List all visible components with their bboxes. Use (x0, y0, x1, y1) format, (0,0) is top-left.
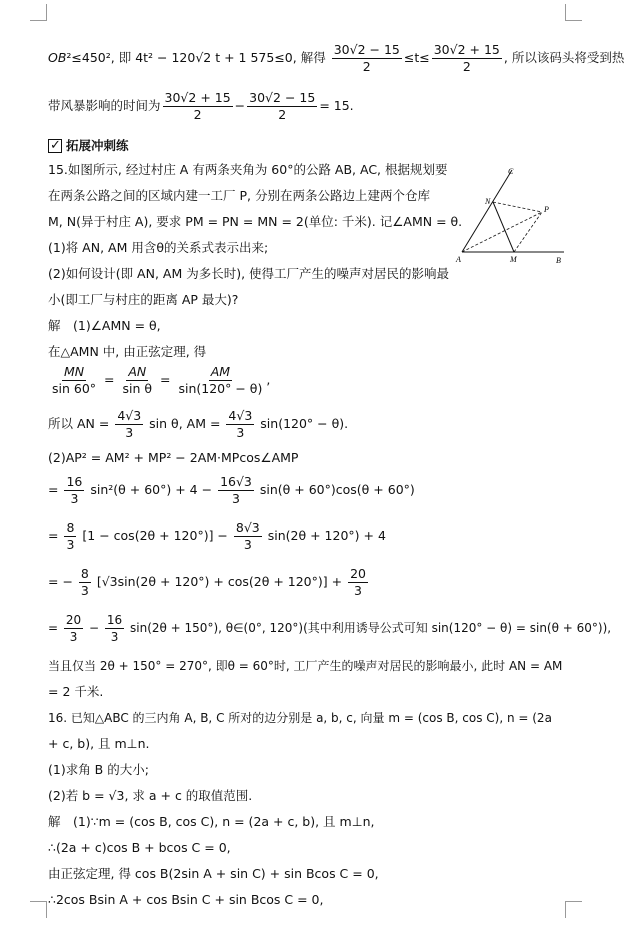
fraction: $\frac{8}{3}$ (80, 566, 89, 598)
crop-mark-bottom-right (565, 901, 582, 918)
problem-15-line-3: M, N(异于村庄 A), 要求 PM = PN = MN = 2(单位: 千米). 记∠AMN = θ. (48, 214, 463, 229)
problem-15-line-4: (1)将 AN, AM 用含θ的关系式表示出来; (48, 240, 269, 255)
segment-NP (493, 202, 542, 212)
solution-15-line-9: = $\frac{20}{3}$ − $\frac{16}{3}$ sin(2θ + 150°), θ∈(0°, 120°)(其中利用诱导公式可知 sin(120° − θ) = sin(θ + 60°)), (48, 613, 612, 644)
problem-16-line-1: 16. 已知△ABC 的三内角 A, B, C 所对的边分别是 a, b, c, 向量 m = (cos B, cos C), n = (2a (48, 711, 552, 725)
solution-16-line-3: 由正弦定理, 得 cos B(2sin A + sin C) + sin Bcos C = 0, (48, 866, 379, 881)
fraction: $\frac{16√3}{3}$ (220, 474, 252, 506)
fraction: $\frac{30√2 + 15}{2}$ (164, 90, 231, 122)
section-heading: ✓ 拓展冲刺练 (48, 136, 129, 156)
solution-15-line-8: = − $\frac{8}{3}$ [√3sin(2θ + 120°) + cos(2θ + 120°)] + $\frac{20}{3}$ (48, 566, 366, 598)
checkbox-icon (48, 139, 62, 153)
fraction: $\frac{AN}{\text{sin θ}}$ (122, 364, 153, 396)
label-B: B (556, 256, 561, 265)
label-A: A (456, 255, 461, 264)
fraction: $\frac{20}{3}$ (350, 566, 366, 598)
solution-15-line-7: = $\frac{8}{3}$ [1 − cos(2θ + 120°)] − $\frac{8√3}{3}$ sin(2θ + 120°) + 4 (48, 520, 386, 552)
label-N: N (485, 197, 491, 206)
text-line-2: 带风暴影响的时间为 $\frac{30√2 + 15}{2}$ − $\frac{30√2 - 15}{2}$ = 15. (48, 90, 354, 122)
fraction: $\frac{20}{3}$ (65, 613, 82, 644)
solution-16-line-4: ∴2cos Bsin A + cos Bsin C + sin Bcos C = 0, (48, 892, 324, 907)
solution-15-line-11: = 2 千米. (48, 684, 104, 699)
problem-15-line-5: (2)如何设计(即 AN, AM 为多长时), 使得工厂产生的噪声对居民的影响最 (48, 266, 450, 281)
fraction: $\frac{4√3}{3}$ (117, 408, 142, 440)
segment-MP (514, 212, 542, 252)
solution-15-line-4: 所以 AN = $\frac{4√3}{3}$ sin θ, AM = $\frac{4√3}{3}$ sin(120° − θ). (48, 408, 349, 440)
problem-15-line-2: 在两条公路之间的区域内建一工厂 P, 分别在两条公路边上建两个仓库 (48, 188, 430, 203)
problem-15-line-6: 小(即工厂与村庄的距离 AP 最大)? (48, 292, 239, 307)
fraction: $\frac{4√3}{3}$ (228, 408, 253, 440)
solution-15-line-5: (2)AP² = AM² + MP² − 2AM·MPcos∠AMP (48, 450, 299, 465)
fraction: $\frac{30√2 + 15}{2}$ (433, 42, 500, 74)
solution-16-line-1: 解 (1)∵m = (cos B, cos C), n = (2a + c, b), 且 m⊥n, (48, 814, 375, 829)
solution-15-line-6: = $\frac{16}{3}$ sin²(θ + 60°) + 4 − $\frac{16√3}{3}$ sin(θ + 60°)cos(θ + 60°) (48, 474, 415, 506)
solution-15-line-10: 当且仅当 2θ + 150° = 270°, 即θ = 60°时, 工厂产生的噪声对居民的影响最小, 此时 AN = AM (48, 659, 563, 673)
crop-mark-top-left (30, 4, 47, 21)
segment-MN (493, 202, 514, 252)
fraction: $\frac{30√2 - 15}{2}$ (333, 42, 400, 74)
solution-15-line-1: 解 (1)∠AMN = θ, (48, 318, 161, 333)
problem-16-line-3: (1)求角 B 的大小; (48, 762, 149, 777)
problem-16-line-4: (2)若 b = √3, 求 a + c 的取值范围. (48, 788, 253, 803)
solution-15-line-2: 在△AMN 中, 由正弦定理, 得 (48, 344, 207, 359)
label-C: C (508, 167, 514, 176)
crop-mark-top-right (565, 4, 582, 21)
problem-15-line-1: 15.如图所示, 经过村庄 A 有两条夹角为 60°的公路 AB, AC, 根据规划要 (48, 162, 448, 177)
fraction: $\frac{8√3}{3}$ (235, 520, 260, 552)
text-line-1: OB²≤450², 即 4t² − 120√2 t + 1 575≤0, 解得 $\frac{30√2 - 15}{2}$ ≤t≤ $\frac{30√2 + 15}{2}$ , 所以该码头将受到热 (48, 42, 625, 74)
fraction: $\frac{AM}{\sin(120^\circ - \theta)}$ (178, 364, 263, 396)
crop-mark-bottom-left (30, 901, 47, 918)
fraction: $\frac{16}{3}$ (106, 613, 123, 644)
fraction: $\frac{MN}{\sin 60^\circ}$ (52, 364, 97, 396)
label-P: P (544, 205, 549, 214)
problem-16-line-2: + c, b), 且 m⊥n. (48, 736, 150, 751)
fraction: $\frac{8}{3}$ (66, 520, 75, 552)
fraction: $\frac{30√2 - 15}{2}$ (249, 90, 316, 122)
label-M: M (510, 255, 517, 264)
fraction: $\frac{16}{3}$ (66, 474, 83, 506)
solution-15-sine-rule: $\frac{MN}{\sin 60^\circ}$ = $\frac{AN}{\text{sin θ}}$ = $\frac{AM}{\sin(120^\circ - \theta)}$ , (52, 364, 271, 396)
solution-16-line-2: ∴(2a + c)cos B + bcos C = 0, (48, 840, 231, 855)
geometry-diagram (452, 164, 568, 268)
